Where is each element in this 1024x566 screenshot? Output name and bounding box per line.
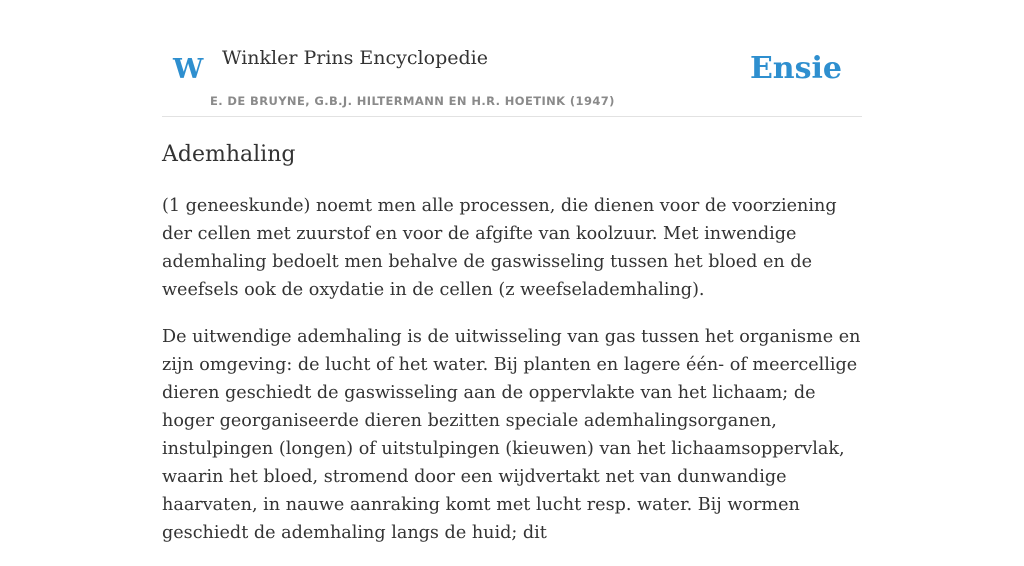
- authors-line: E. DE BRUYNE, G.B.J. HILTERMANN EN H.R. HOETINK (1947): [210, 94, 615, 108]
- article-body: [162, 192, 862, 566]
- paragraph-1: (1 geneeskunde) noemt men alle processen, die dienen voor de voorziening der cellen met zuurstof en voor de afgifte van koolzuur. Met inwendige ademhaling bedoelt men behalve de gaswisseling tussen het bloed en de weefsels ook de oxydatie in de cellen (z weefselademhaling).: [162, 196, 837, 300]
- ensie-logo[interactable]: Ensie: [749, 51, 842, 86]
- logo-w-icon[interactable]: W: [173, 54, 204, 85]
- page: [162, 0, 862, 543]
- paragraph-2: De uitwendige ademhaling is de uitwisseling van gas tussen het organisme en zijn omgeving: de lucht of het water. Bij planten en lagere één- of meercellige dieren geschiedt de gaswisseling aan de oppervlakte van het lichaam; de hoger georganiseerde dieren bezitten speciale ademhalingsorganen, instulpingen (longen) of uitstulpingen (kieuwen) van het lichaamsoppervlak, waarin het bloed, stromend door een wijdvertakt net van dunwandige haarvaten, in nauwe aanraking komt met lucht resp. water. Bij wormen geschiedt de ademhaling langs de huid; dit: [162, 327, 861, 543]
- encyclopedia-title[interactable]: Winkler Prins Encyclopedie: [222, 47, 488, 69]
- header: [162, 0, 862, 117]
- article-title: Ademhaling: [162, 142, 296, 167]
